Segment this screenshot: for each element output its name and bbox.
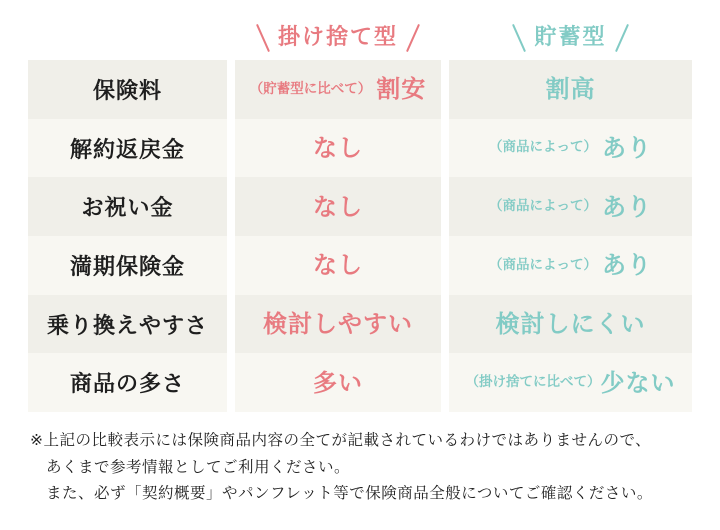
cell-chochiku-switching-ease — [449, 295, 692, 354]
cell-chochiku-surrender-value — [449, 119, 692, 178]
cell-kakesute-maturity-benefit — [235, 236, 441, 295]
cell-note: （商品によって） — [489, 256, 597, 273]
cell-value: あり — [602, 192, 652, 221]
header-kakesute — [235, 18, 441, 58]
cell-kakesute-switching-ease — [235, 295, 441, 354]
cell-chochiku-maturity-benefit — [449, 236, 692, 295]
cell-kakesute-premium — [235, 60, 441, 119]
cell-chochiku-celebration-money — [449, 177, 692, 236]
row-label-premium: 保険料 — [28, 60, 227, 119]
column-headers — [28, 18, 692, 58]
header-spacer — [28, 18, 227, 58]
cell-chochiku-product-variety — [449, 353, 692, 412]
header-chochiku — [449, 18, 692, 58]
cell-value: 検討しにくい — [495, 310, 646, 339]
emphasis-slash-right-icon — [614, 24, 628, 52]
header-chochiku-label: 貯蓄型 — [534, 25, 607, 50]
emphasis-slash-left-icon — [512, 24, 526, 52]
footnote-line-3: また、必ず「契約概要」やパンフレット等で保険商品全般についてご確認ください。 — [46, 484, 653, 503]
emphasis-slash-left-icon — [256, 24, 270, 52]
cell-note: （掛け捨てに比べて） — [465, 374, 601, 391]
cell-chochiku-premium — [449, 60, 692, 119]
comparison-table — [28, 60, 692, 412]
cell-value: 多い — [313, 368, 363, 397]
cell-kakesute-celebration-money — [235, 177, 441, 236]
cell-kakesute-product-variety — [235, 353, 441, 412]
cell-value: 割高 — [545, 75, 596, 104]
row-label-product-variety: 商品の多さ — [28, 353, 227, 412]
emphasis-slash-right-icon — [406, 24, 420, 52]
header-kakesute-label: 掛け捨て型 — [277, 25, 398, 50]
cell-value: なし — [313, 192, 363, 221]
cell-value: 割安 — [376, 75, 427, 104]
cell-note: （商品によって） — [489, 197, 597, 214]
row-label-maturity-benefit: 満期保険金 — [28, 236, 227, 295]
cell-note: （商品によって） — [489, 139, 597, 156]
cell-value: あり — [602, 134, 652, 163]
cell-kakesute-surrender-value — [235, 119, 441, 178]
disclaimer-footnote — [30, 427, 700, 507]
footnote-line-1: ※上記の比較表示には保険商品内容の全てが記載されているわけではありませんので、 — [30, 431, 652, 449]
cell-value: なし — [313, 134, 363, 163]
cell-value: 検討しやすい — [263, 310, 413, 339]
row-label-celebration-money: お祝い金 — [28, 177, 227, 236]
footnote-line-2: あくまで参考情報としてご利用ください。 — [46, 457, 351, 476]
cell-value: 少ない — [600, 368, 676, 397]
cell-note: （貯蓄型に比べて） — [249, 80, 372, 97]
cell-value: なし — [313, 251, 363, 280]
row-label-surrender-value: 解約返戻金 — [28, 119, 227, 178]
row-label-switching-ease: 乗り換えやすさ — [28, 295, 227, 354]
cell-value: あり — [602, 251, 652, 280]
